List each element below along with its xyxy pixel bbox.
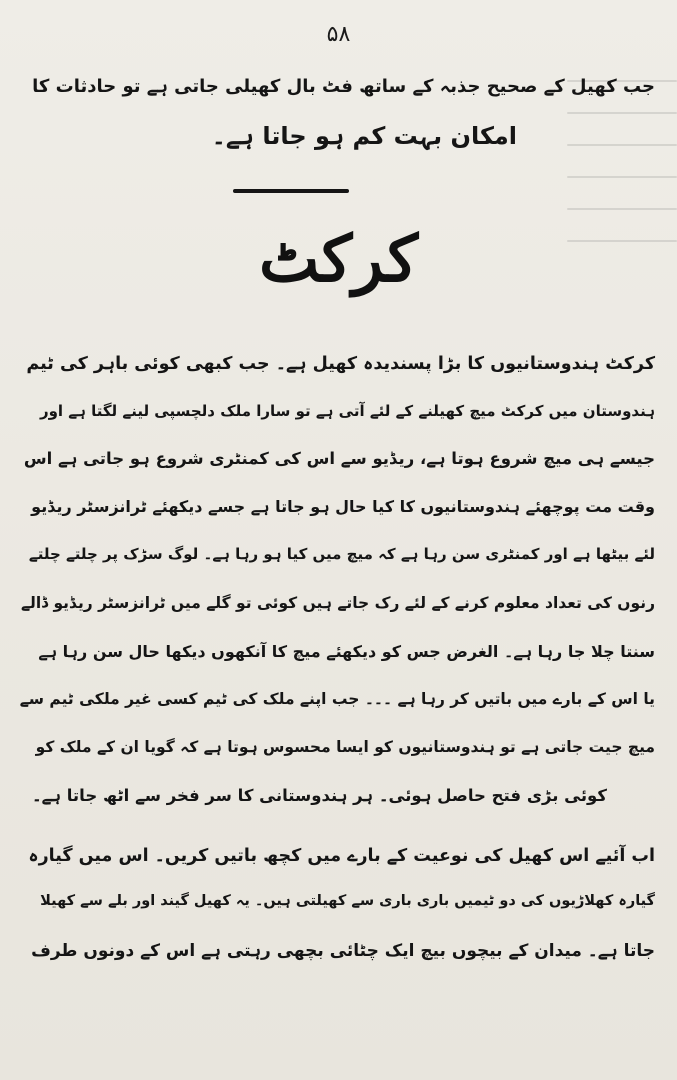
paragraph-line: اب آئیے اس کھیل کی نوعیت کے بارے میں کچھ باتیں کریں۔ اس میں گیارہ xyxy=(28,846,655,866)
bleed-through-marks xyxy=(557,80,677,340)
intro-line: امکان بہت کم ہو جاتا ہے۔ xyxy=(211,122,517,150)
paragraph-line: کوئی بڑی فتح حاصل ہوئی۔ ہر ہندوستانی کا سر فخر سے اٹھ جاتا ہے۔ xyxy=(31,786,607,805)
paragraph-line: گیارہ کھلاڑیوں کی دو ٹیمیں باری باری سے کھیلتی ہیں۔ یہ کھیل گیند اور بلے سے کھیلا xyxy=(40,893,655,909)
page-number: ۵۸ xyxy=(326,22,351,47)
paragraph-line: جاتا ہے۔ میدان کے بیچوں بیچ ایک چٹائی بچھی رہتی ہے اس کے دونوں طرف xyxy=(31,941,655,961)
paragraph-line: سنتا چلا جا رہا ہے۔ الغرض جس کو دیکھئے میچ کا آنکھوں دیکھا حال سن رہا ہے xyxy=(38,642,655,661)
paragraph-line: میچ جیت جاتی ہے تو ہندوستانیوں کو ایسا محسوس ہوتا ہے کہ گویا ان کے ملک کو xyxy=(35,738,655,756)
paragraph-line: جیسے ہی میچ شروع ہوتا ہے، ریڈیو سے اس کی کمنٹری شروع ہو جاتی ہے اس xyxy=(23,449,655,468)
paragraph-line: وقت مت پوچھئے ہندوستانیوں کا کیا حال ہو جاتا ہے جسے دیکھئے ٹرانزسٹر ریڈیو xyxy=(31,497,655,516)
section-divider xyxy=(233,189,349,193)
section-heading: کرکٹ xyxy=(258,222,419,297)
intro-line: جب کھیل کے صحیح جذبہ کے ساتھ فٹ بال کھیلی جاتی ہے تو حادثات کا xyxy=(32,76,655,97)
paragraph-line: ہندوستان میں کرکٹ میچ کھیلنے کے لئے آتی ہے تو سارا ملک دلچسپی لینے لگتا ہے اور xyxy=(39,402,655,420)
paragraph-line: لئے بیٹھا ہے اور کمنٹری سن رہا ہے کہ میچ میں کیا ہو رہا ہے۔ لوگ سڑک پر چلتے چلتے xyxy=(28,545,655,563)
paragraph-line: کرکٹ ہندوستانیوں کا بڑا پسندیدہ کھیل ہے۔ جب کبھی کوئی باہر کی ٹیم xyxy=(26,354,655,374)
paragraph-line: یا اس کے بارے میں باتیں کر رہا ہے ۔۔۔ جب اپنے ملک کی ٹیم کسی غیر ملکی ٹیم سے xyxy=(19,690,655,708)
paragraph-line: رنوں کی تعداد معلوم کرنے کے لئے رک جاتے ہیں کوئی تو گلے میں ٹرانزسٹر ریڈیو ڈالے xyxy=(20,594,655,612)
